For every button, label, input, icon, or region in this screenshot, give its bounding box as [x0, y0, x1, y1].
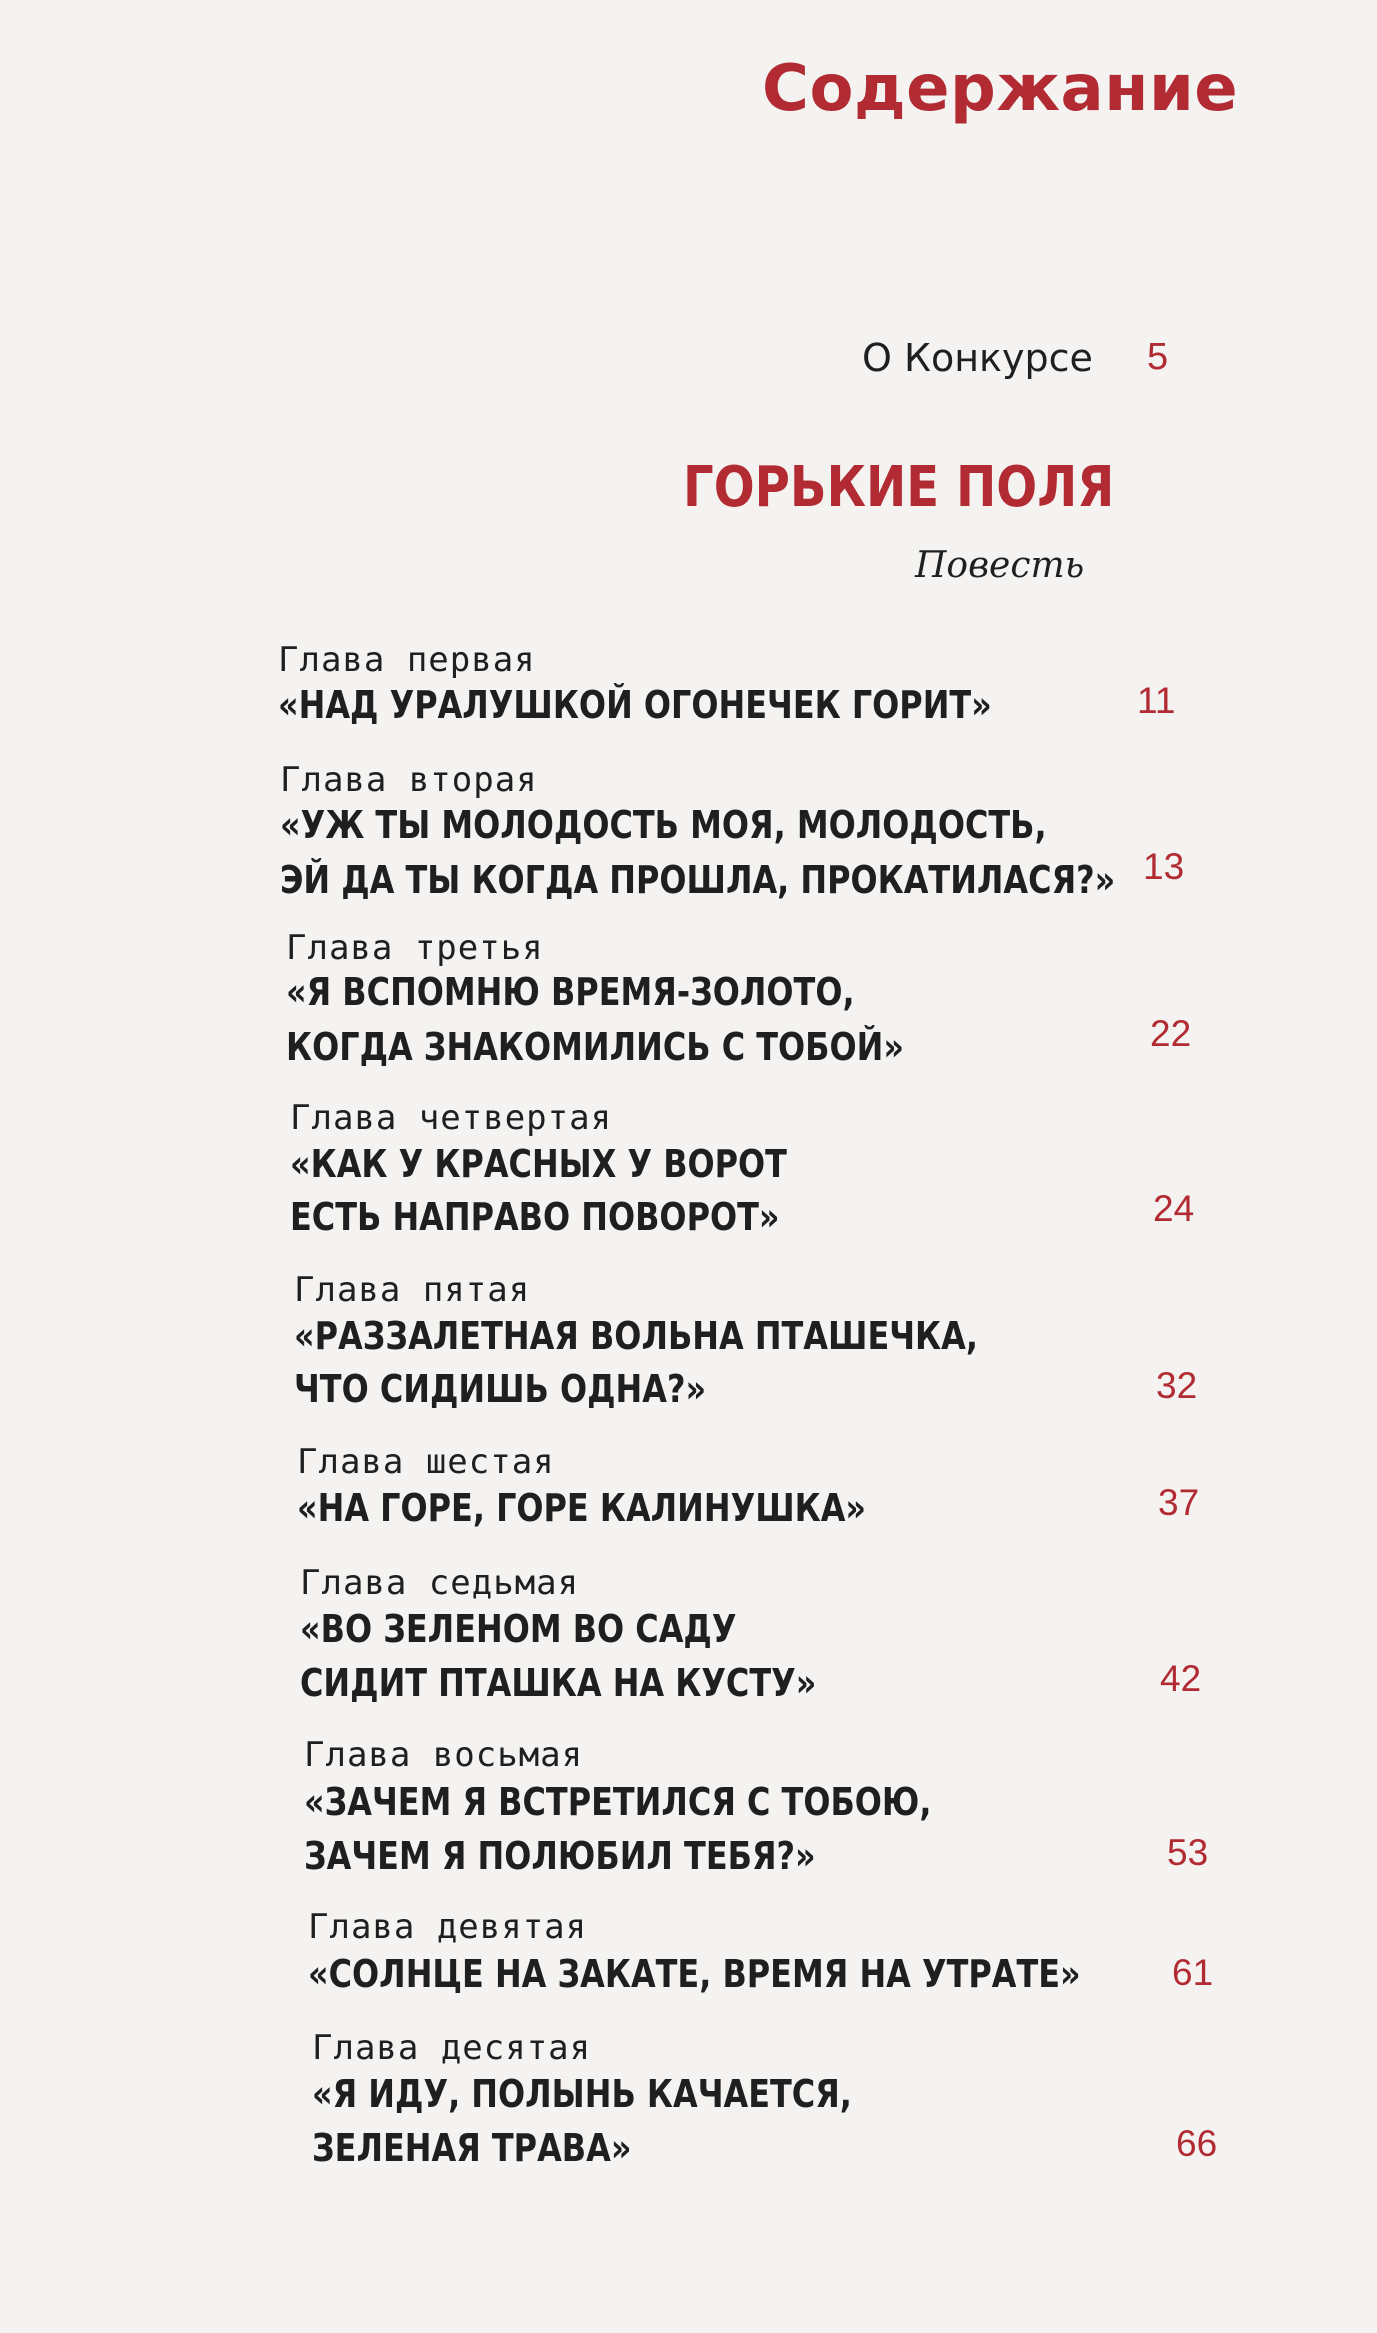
chapter-page-number: 61: [1172, 1952, 1214, 1993]
chapter-title-line: ЗАЧЕМ Я ПОЛЮБИЛ ТЕБЯ?»: [304, 1834, 816, 1878]
chapter-title-line: «Я ВСПОМНЮ ВРЕМЯ-ЗОЛОТО,: [286, 970, 855, 1014]
chapter-title-line: ЗЕЛЕНАЯ ТРАВА»: [312, 2126, 632, 2170]
chapter-page-number: 22: [1150, 1013, 1192, 1054]
chapter-page-number: 11: [1137, 680, 1176, 721]
chapter-label: Глава вторая: [280, 760, 538, 800]
chapter-page-number: 13: [1143, 846, 1185, 887]
chapter-label: Глава пятая: [294, 1270, 531, 1310]
chapter-page-number: 37: [1158, 1482, 1200, 1523]
chapter-label: Глава восьмая: [304, 1735, 584, 1775]
chapter-title-line: ЕСТЬ НАПРАВО ПОВОРОТ»: [290, 1195, 780, 1239]
chapter-title-line: «ВО ЗЕЛЕНОМ ВО САДУ: [300, 1607, 737, 1651]
chapter-title-line: СИДИТ ПТАШКА НА КУСТУ»: [300, 1661, 817, 1705]
chapter-title-line: «РАЗЗАЛЕТНАЯ ВОЛЬНА ПТАШЕЧКА,: [294, 1314, 978, 1358]
chapter-page-number: 66: [1176, 2123, 1218, 2164]
chapter-title-line: КОГДА ЗНАКОМИЛИСЬ С ТОБОЙ»: [286, 1025, 904, 1069]
chapter-title-line: «НАД УРАЛУШКОЙ ОГОНЕЧЕК ГОРИТ»: [278, 683, 992, 727]
chapter-label: Глава седьмая: [300, 1563, 580, 1603]
chapter-label: Глава шестая: [297, 1442, 555, 1482]
chapter-page-number: 32: [1156, 1365, 1198, 1406]
chapter-label: Глава десятая: [312, 2028, 592, 2068]
about-contest-entry[interactable]: О Конкурсе: [862, 336, 1093, 380]
chapter-title-line: «УЖ ТЫ МОЛОДОСТЬ МОЯ, МОЛОДОСТЬ,: [280, 803, 1047, 847]
chapter-label: Глава первая: [278, 640, 536, 680]
chapter-title-line: «ЗАЧЕМ Я ВСТРЕТИЛСЯ С ТОБОЮ,: [304, 1780, 932, 1824]
chapter-title-line: ЭЙ ДА ТЫ КОГДА ПРОШЛА, ПРОКАТИЛАСЯ?»: [280, 858, 1116, 902]
chapter-title-line: «КАК У КРАСНЫХ У ВОРОТ: [290, 1142, 787, 1186]
chapter-label: Глава девятая: [308, 1907, 588, 1947]
chapter-title-line: «Я ИДУ, ПОЛЫНЬ КАЧАЕТСЯ,: [312, 2072, 852, 2116]
part-subtitle: Повесть: [915, 545, 1085, 586]
chapter-page-number: 53: [1167, 1832, 1209, 1873]
chapter-label: Глава четвертая: [290, 1098, 613, 1138]
chapter-label: Глава третья: [286, 928, 544, 968]
about-contest-page-number: 5: [1147, 336, 1169, 378]
chapter-title-line: «СОЛНЦЕ НА ЗАКАТЕ, ВРЕМЯ НА УТРАТЕ»: [308, 1952, 1081, 1996]
chapter-page-number: 42: [1160, 1658, 1202, 1699]
part-title: ГОРЬКИЕ ПОЛЯ: [683, 455, 1115, 520]
chapter-title-line: «НА ГОРЕ, ГОРЕ КАЛИНУШКА»: [297, 1486, 867, 1530]
toc-heading: Содержание: [762, 52, 1239, 126]
chapter-page-number: 24: [1153, 1188, 1195, 1229]
chapter-title-line: ЧТО СИДИШЬ ОДНА?»: [294, 1367, 707, 1411]
